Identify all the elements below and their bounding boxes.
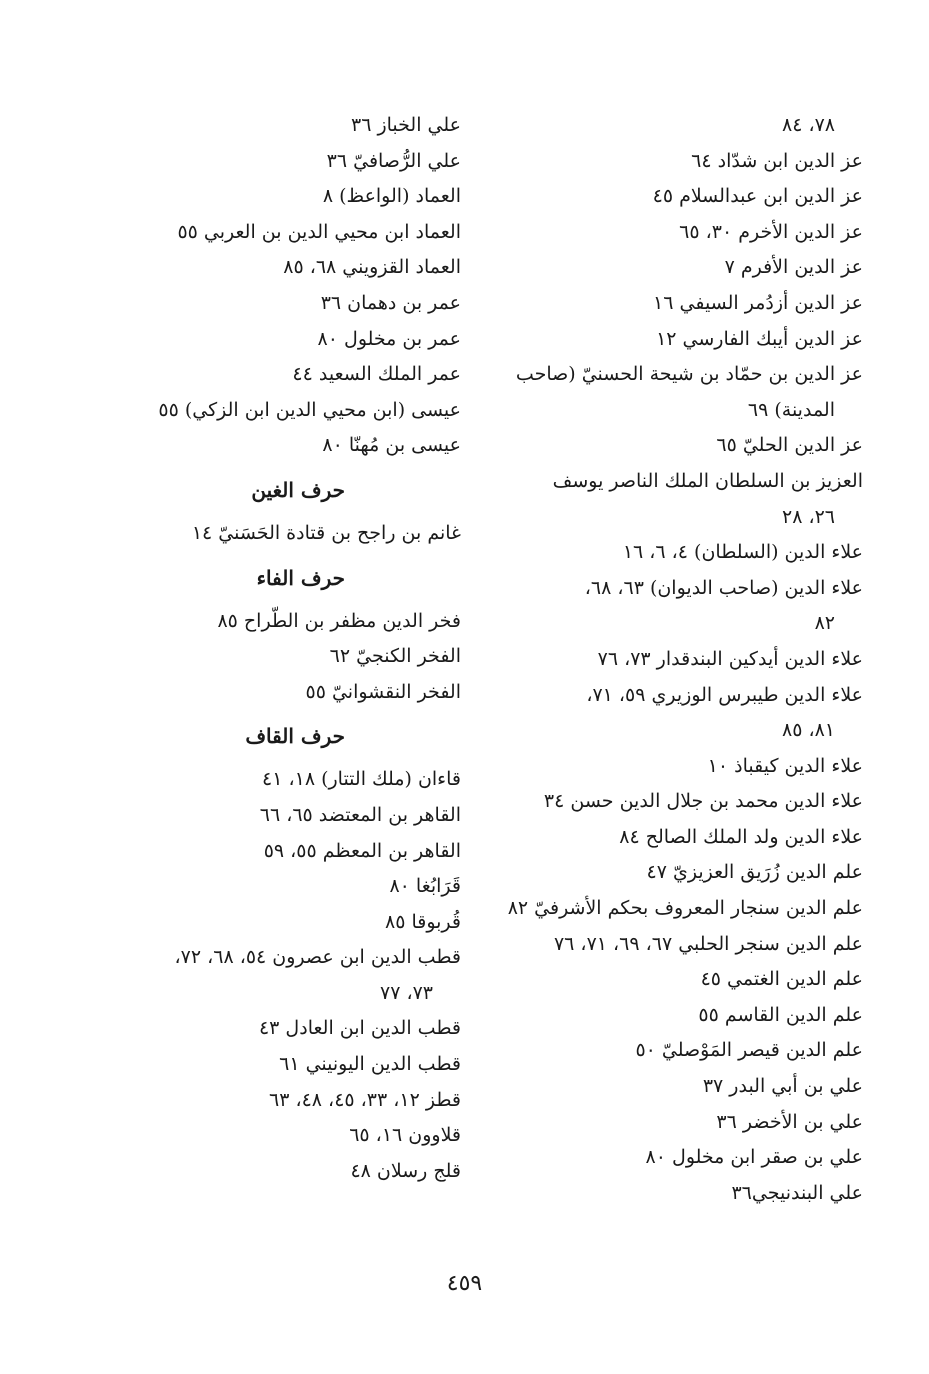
- index-entry: علاء الدين (صاحب الديوان) ٦٣، ٦٨،: [584, 576, 863, 599]
- index-entry: علي بن صقر ابن مخلول ٨٠: [645, 1146, 863, 1169]
- letter-section-heading: حرف القاف: [245, 724, 345, 749]
- index-entry: علم الدين الغتمي ٤٥: [700, 968, 863, 991]
- letter-section-heading: حرف الفاء: [256, 565, 345, 590]
- index-entry-continuation: المدينة) ٦٩: [747, 398, 835, 421]
- index-entry: عز الدين ابن عبدالسلام ٤٥: [652, 185, 863, 208]
- index-entry: القاهر بن المعتضد ٦٥، ٦٦: [259, 803, 461, 826]
- index-entry: عز الدين الأفرم ٧: [724, 256, 863, 279]
- index-entry: عز الدين أزدُمر السيفي ١٦: [653, 291, 863, 314]
- index-entry: القاهر بن المعظم ٥٥، ٥٩: [263, 839, 461, 862]
- index-entry: عمر الملك السعيد ٤٤: [292, 363, 461, 386]
- index-entry: قلاوون ١٦، ٦٥: [349, 1124, 461, 1147]
- index-entry: عز الدين أيبك الفارسي ١٢: [656, 327, 863, 350]
- page-number: ٤٥٩: [446, 1271, 483, 1296]
- index-entry: عمر بن دهمان ٣٦: [320, 291, 461, 314]
- index-entry: عز الدين ابن شدّاد ٦٤: [691, 149, 863, 172]
- index-entry: قُربوقا ٨٥: [384, 910, 461, 933]
- index-entry: علم الدين قيصر المَوْصليّ ٥٠: [635, 1039, 863, 1062]
- index-entry: العماد (الواعظ) ٨: [322, 185, 461, 208]
- index-entry: علي الخباز ٣٦: [351, 114, 461, 136]
- index-entry: فخر الدين مظفر بن الطّراح ٨٥: [217, 609, 461, 632]
- index-entry: علاء الدين ولد الملك الصالح ٨٤: [619, 825, 863, 848]
- index-entry: علي البندنيجي٣٦: [731, 1181, 863, 1204]
- index-entry: قطب الدين اليونيني ٦١: [279, 1053, 461, 1076]
- index-entry: قطب الدين ابن العادل ٤٣: [258, 1017, 461, 1040]
- index-entry: قطب الدين ابن عصرون ٥٤، ٦٨، ٧٢،: [174, 946, 461, 969]
- index-entry: علي بن أبي البدر ٣٧: [702, 1075, 863, 1098]
- index-entry: عز الدين الحليّ ٦٥: [716, 434, 863, 457]
- index-entry: علم الدين القاسم ٥٥: [698, 1003, 863, 1026]
- index-entry-continuation: ٢٦، ٢٨: [781, 505, 835, 528]
- index-entry: علم الدين زُرَيق العزيزيّ ٤٧: [646, 861, 863, 884]
- index-entry: عز الدين الأخرم ٣٠، ٦٥: [679, 220, 863, 243]
- index-entry: قَرَابُغا ٨٠: [389, 875, 461, 898]
- index-entry: علاء الدين كيقباذ ١٠: [707, 754, 863, 777]
- index-entry: عيسى (ابن محيي الدين ابن الزكي) ٥٥: [158, 398, 461, 421]
- index-entry: علي بن الأخضر ٣٦: [716, 1110, 863, 1133]
- index-entry: عز الدين بن حمّاد بن شيحة الحسنيّ (صاحب: [515, 363, 863, 386]
- index-entry: علي الرُّصافيّ ٣٦: [326, 149, 461, 172]
- letter-section-heading: حرف الغين: [251, 477, 345, 502]
- index-entry: الفخر الكنجيّ ٦٢: [329, 645, 461, 668]
- index-entry: قلج رسلان ٤٨: [350, 1159, 461, 1182]
- index-entry: عيسى بن مُهنّا ٨٠: [322, 434, 461, 457]
- index-entry: العزيز بن السلطان الملك الناصر يوسف: [552, 469, 863, 492]
- index-entry-continuation: ٨١، ٨٥: [781, 719, 835, 742]
- index-column-left: [101, 108, 461, 1189]
- index-entry: علم الدين سنجار المعروف بحكم الأشرفيّ ٨٢: [507, 897, 863, 920]
- index-entry: علاء الدين أيدكين البندقدار ٧٣، ٧٦: [597, 647, 863, 670]
- index-entry: علاء الدين (السلطان) ٤، ٦، ١٦: [622, 541, 863, 564]
- index-entry: العماد القزويني ٦٨، ٨٥: [283, 256, 461, 279]
- index-entry: علم الدين سنجر الحلبي ٦٧، ٦٩، ٧١، ٧٦: [553, 932, 863, 955]
- index-entry: غانم بن راجح بن قتادة الحَسَنيّ ١٤: [191, 521, 461, 544]
- index-entry: قاءان (ملك التتار) ١٨، ٤١: [262, 768, 461, 791]
- index-entry: علاء الدين محمد بن جلال الدين حسن ٣٤: [543, 790, 863, 813]
- index-entry: علاء الدين طيبرس الوزيري ٥٩، ٧١،: [586, 683, 863, 706]
- index-entry: عمر بن مخلول ٨٠: [317, 327, 461, 350]
- index-entry-continuation: ٨٢: [814, 612, 835, 635]
- index-entry: الفخر النقشوانيّ ٥٥: [305, 680, 461, 703]
- index-column-right: [503, 108, 863, 1211]
- index-entry-continuation: ٧٣، ٧٧: [379, 981, 433, 1004]
- index-entry: قطز ١٢، ٣٣، ٤٥، ٤٨، ٦٣: [269, 1088, 461, 1111]
- index-entry: العماد ابن محيي الدين بن العربي ٥٥: [177, 220, 461, 243]
- index-entry-continuation: ٧٨، ٨٤: [781, 114, 835, 136]
